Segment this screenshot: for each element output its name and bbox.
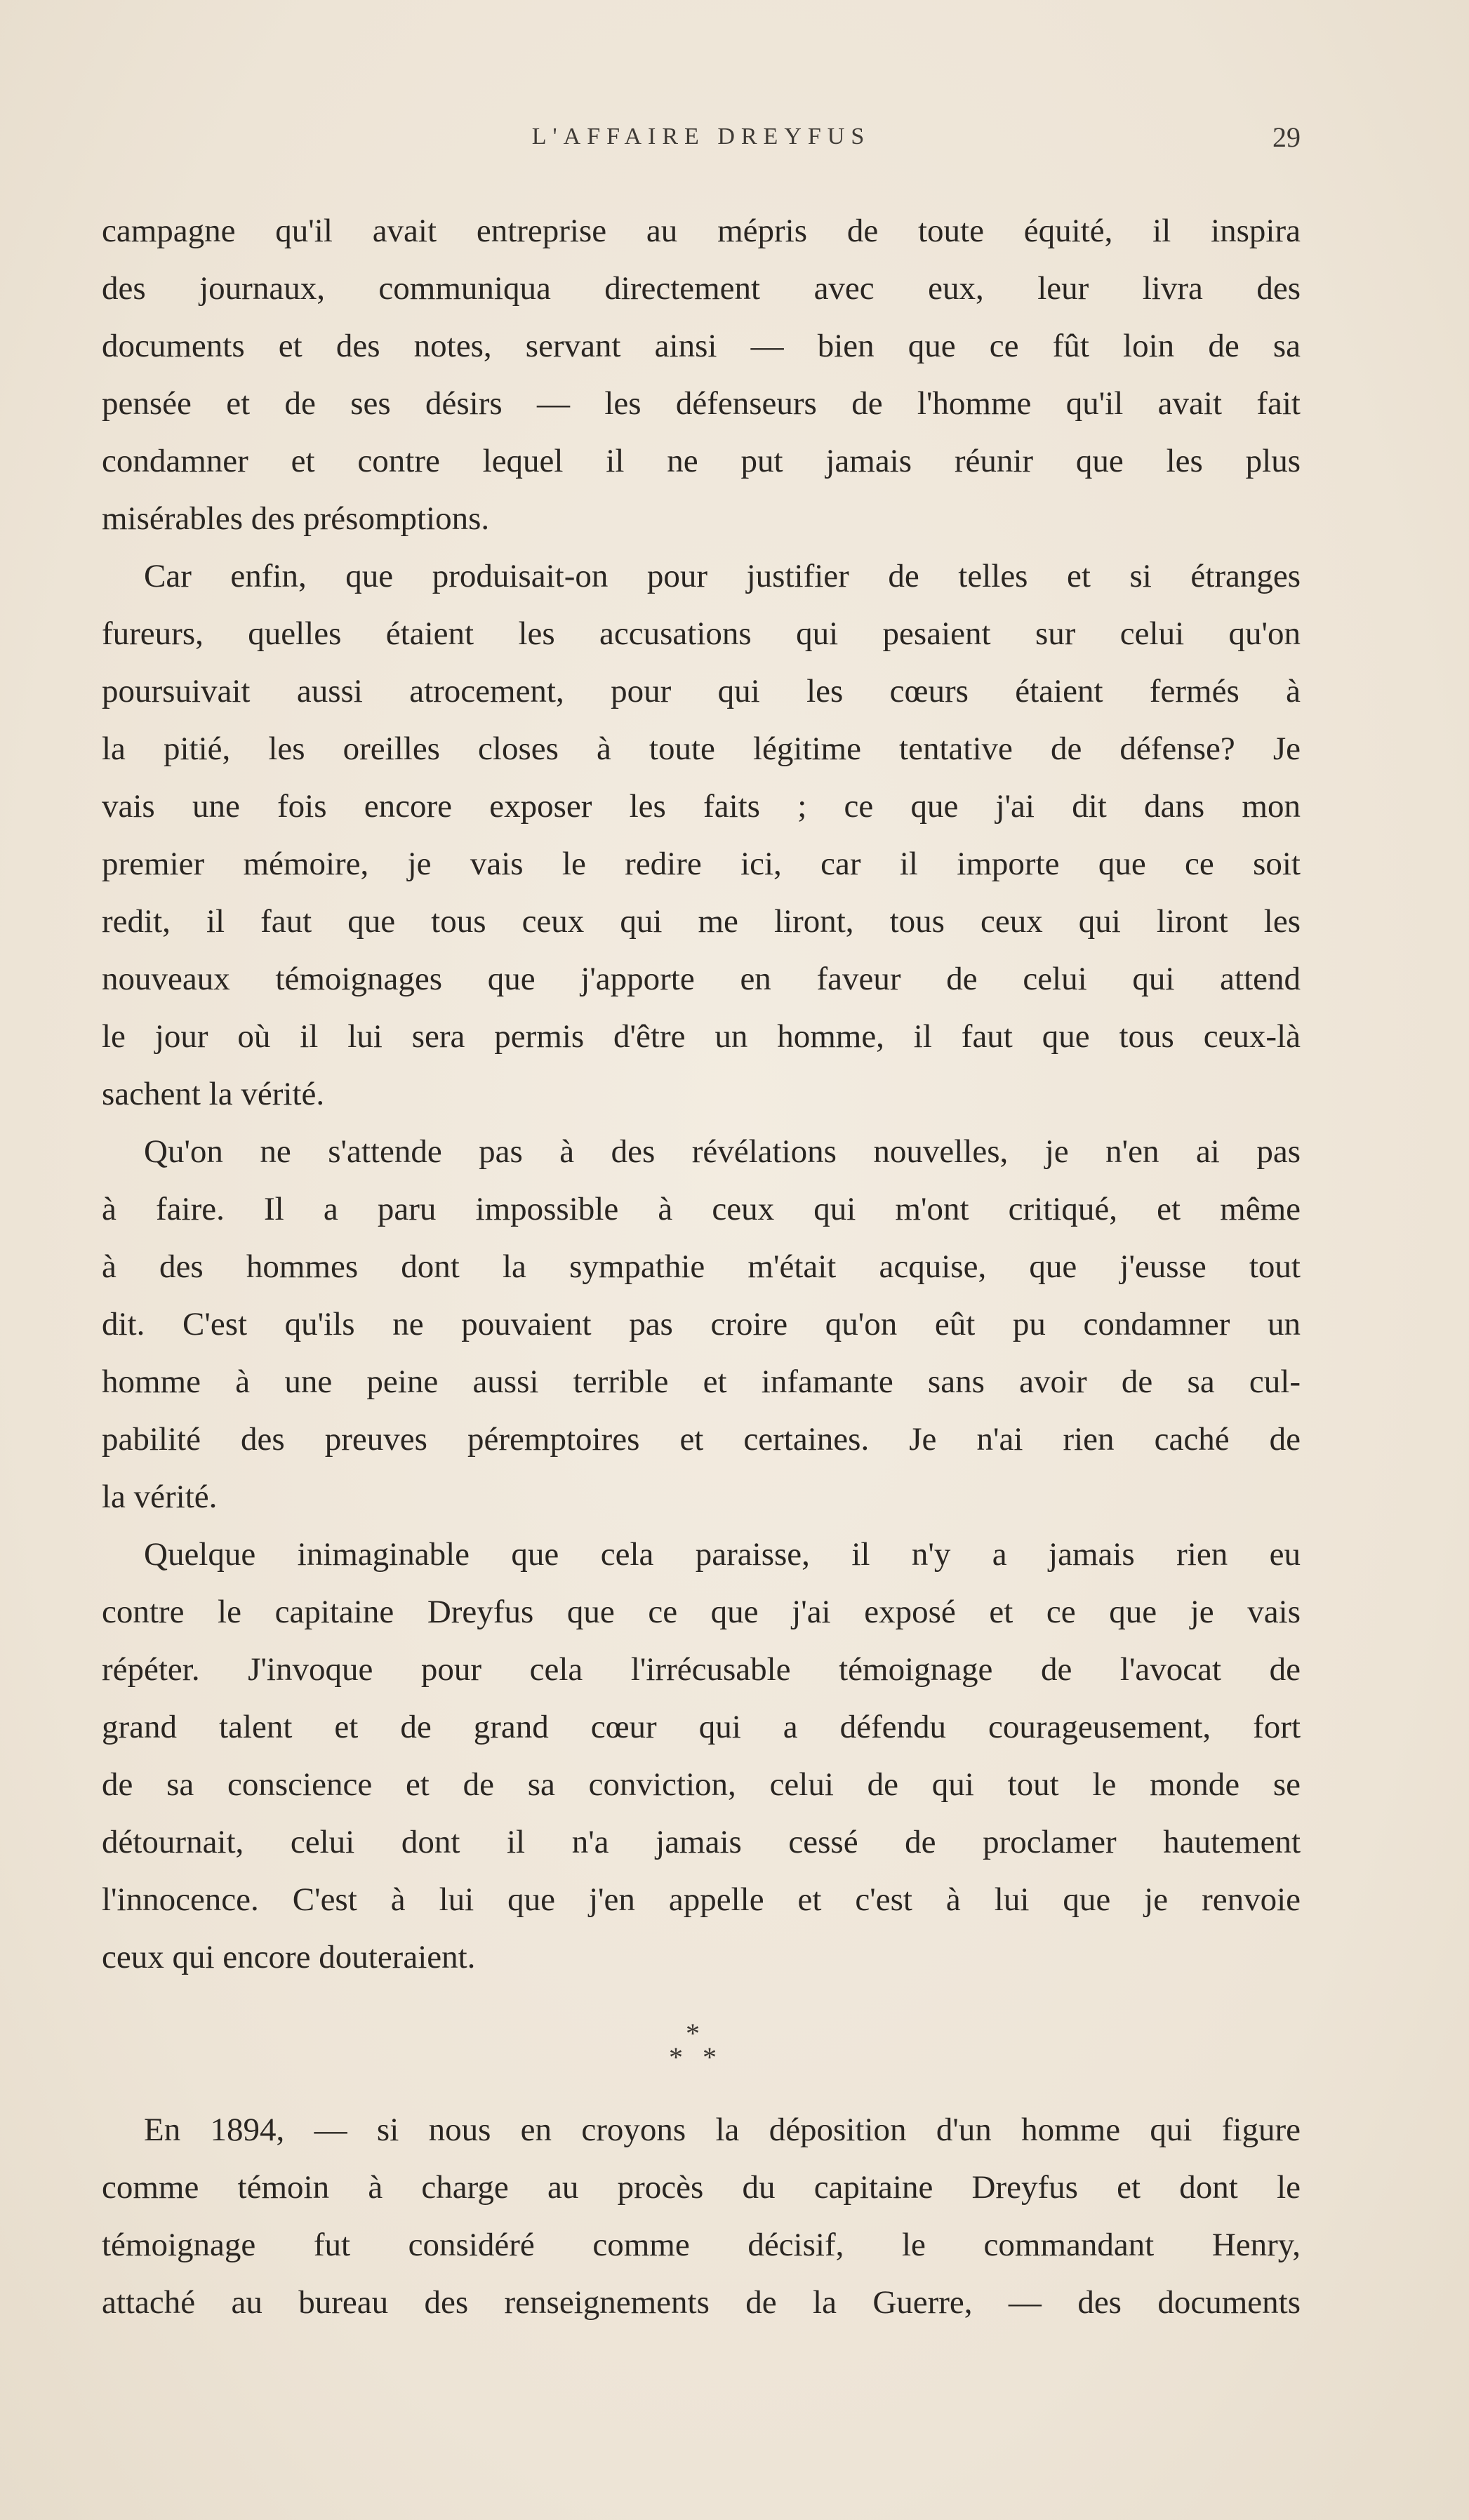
text-line: sachent la vérité. <box>102 1076 325 1112</box>
paragraph-5 <box>102 2101 1301 2331</box>
asterism-star: * <box>686 2018 700 2049</box>
text-line: pabilité des preuves péremptoires et certaines. Je n'ai rien caché de <box>102 1421 1301 1458</box>
text-line: attaché au bureau des renseignements de la Guerre, — des documents <box>102 2284 1301 2321</box>
text-line: poursuivait aussi atrocement, pour qui les cœurs étaient fermés à <box>102 673 1301 709</box>
text-line: homme à une peine aussi terrible et infamante sans avoir de sa cul- <box>102 1364 1301 1400</box>
text-line: pensée et de ses désirs — les défenseurs de l'homme qu'il avait fait <box>102 385 1301 422</box>
paragraph-2 <box>102 547 1301 1123</box>
body-text <box>102 202 1301 2331</box>
text-line: détournait, celui dont il n'a jamais cessé de proclamer hautement <box>102 1824 1301 1860</box>
text-line: Car enfin, que produisait-on pour justifier de telles et si étranges <box>144 558 1301 594</box>
text-line: campagne qu'il avait entreprise au mépris de toute équité, il inspira <box>102 213 1301 249</box>
text-line: répéter. J'invoque pour cela l'irrécusable témoignage de l'avocat de <box>102 1651 1301 1688</box>
text-line: contre le capitaine Dreyfus que ce que j'ai exposé et ce que je vais <box>102 1594 1301 1630</box>
text-line: fureurs, quelles étaient les accusations qui pesaient sur celui qu'on <box>102 615 1301 652</box>
text-line: dit. C'est qu'ils ne pouvaient pas croire qu'on eût pu condamner un <box>102 1306 1301 1342</box>
text-line: redit, il faut que tous ceux qui me liront, tous ceux qui liront les <box>102 903 1301 940</box>
text-line: le jour où il lui sera permis d'être un homme, il faut que tous ceux-là <box>102 1018 1301 1055</box>
section-break-asterism <box>102 1986 1301 2101</box>
text-line: à faire. Il a paru impossible à ceux qui m'ont critiqué, et même <box>102 1191 1301 1227</box>
running-title: L'AFFAIRE DREYFUS <box>531 124 871 149</box>
text-line: premier mémoire, je vais le redire ici, car il importe que ce soit <box>102 846 1301 882</box>
text-line: témoignage fut considéré comme décisif, le commandant Henry, <box>102 2227 1301 2263</box>
text-line: de sa conscience et de sa conviction, celui de qui tout le monde se <box>102 1766 1301 1803</box>
paragraph-1 <box>102 202 1301 547</box>
text-line: l'innocence. C'est à lui que j'en appelle et c'est à lui que je renvoie <box>102 1881 1301 1918</box>
text-line: ceux qui encore douteraient. <box>102 1939 476 1975</box>
text-line: la pitié, les oreilles closes à toute légitime tentative de défense? Je <box>102 731 1301 767</box>
text-line: à des hommes dont la sympathie m'était acquise, que j'eusse tout <box>102 1248 1301 1285</box>
paragraph-4 <box>102 1526 1301 1986</box>
text-line: des journaux, communiqua directement avec eux, leur livra des <box>102 270 1301 307</box>
text-line: Quelque inimaginable que cela paraisse, il n'y a jamais rien eu <box>144 1536 1301 1573</box>
page-number: 29 <box>1272 121 1301 153</box>
text-line: comme témoin à charge au procès du capitaine Dreyfus et dont le <box>102 2169 1301 2206</box>
text-line: condamner et contre lequel il ne put jamais réunir que les plus <box>102 443 1301 479</box>
asterism-star: * <box>703 2041 717 2073</box>
text-line: En 1894, — si nous en croyons la déposition d'un homme qui figure <box>144 2112 1301 2148</box>
asterism-star: * <box>669 2041 683 2073</box>
text-line: grand talent et de grand cœur qui a défendu courageusement, fort <box>102 1709 1301 1745</box>
running-head <box>102 121 1301 163</box>
text-line: vais une fois encore exposer les faits ; ce que j'ai dit dans mon <box>102 788 1301 825</box>
text-line: misérables des présomptions. <box>102 500 490 537</box>
paragraph-3 <box>102 1123 1301 1526</box>
text-line: Qu'on ne s'attende pas à des révélations nouvelles, je n'en ai pas <box>144 1133 1301 1170</box>
text-line: la vérité. <box>102 1479 218 1515</box>
text-line: nouveaux témoignages que j'apporte en faveur de celui qui attend <box>102 961 1301 997</box>
text-line: documents et des notes, servant ainsi — bien que ce fût loin de sa <box>102 328 1301 364</box>
